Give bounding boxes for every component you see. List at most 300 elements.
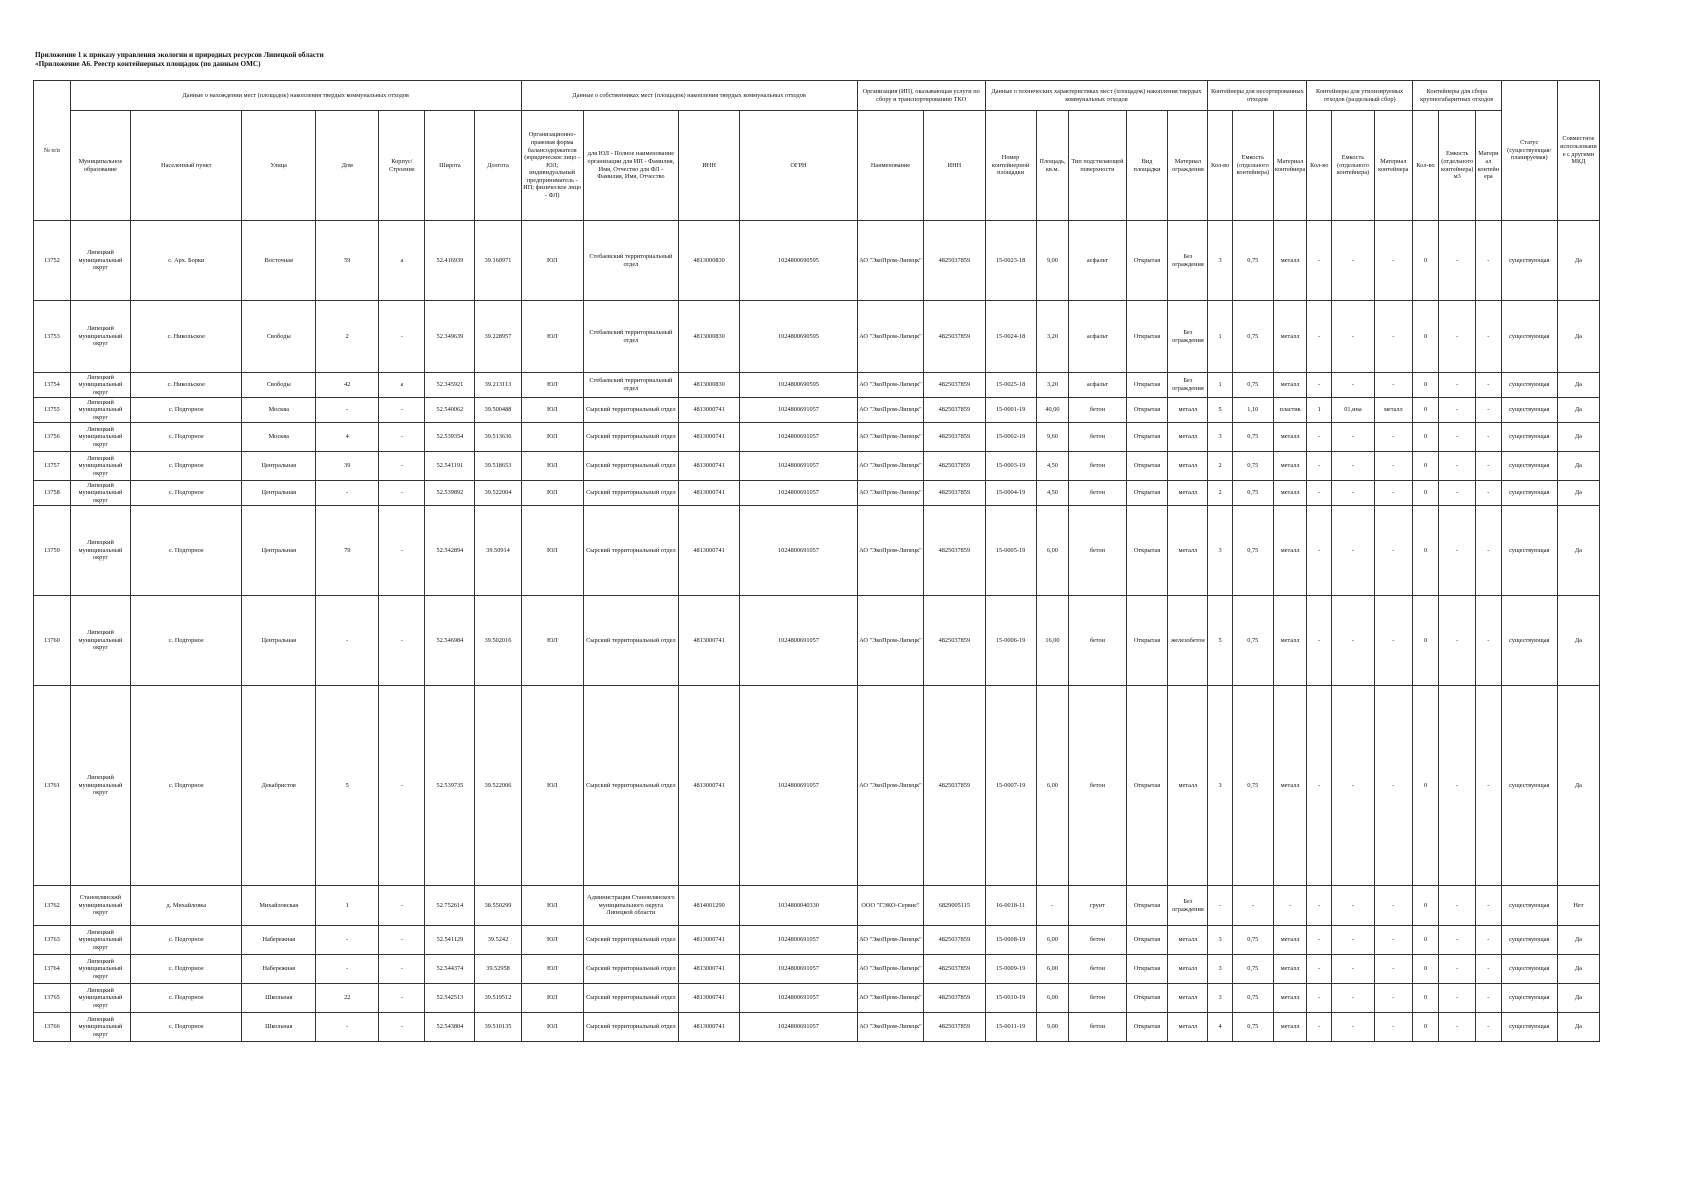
cell-fence-material: металл (1168, 926, 1208, 955)
cell-unsorted-count: 2 (1208, 452, 1233, 481)
registry-body (34, 221, 1600, 1042)
cell-unsorted-capacity: 0,75 (1232, 301, 1273, 373)
cell-municipality: Липецкий муниципальный округ (70, 221, 130, 301)
column-header: Вид площадки (1126, 111, 1168, 221)
cell-carrier-inn: 4825037859 (924, 423, 985, 452)
column-header: Кол-во (1307, 111, 1332, 221)
cell-shared-use: Да (1557, 398, 1599, 423)
cell-recyclable-material: - (1374, 596, 1412, 686)
cell-bulky-count: 0 (1412, 481, 1439, 506)
cell-owner-name: Сырский территориальный отдел (583, 596, 678, 686)
cell-settlement: с. Арх. Борки (131, 221, 242, 301)
column-header: для ЮЛ - Полное наименование организации для ИП - Фамилия, Имя, Отчество для ФЛ - Фамилия, Имя, Отчество (583, 111, 678, 221)
cell-street: Восточная (242, 221, 316, 301)
table-row (34, 596, 1600, 686)
cell-longitude: 39.513636 (475, 423, 521, 452)
cell-carrier-name: АО "ЭкоПром-Липецк" (857, 423, 923, 452)
table-row (34, 452, 1600, 481)
cell-unsorted-capacity: 0,75 (1232, 686, 1273, 886)
cell-recyclable-count: - (1307, 596, 1332, 686)
cell-owner-name: Стебаевский территориальный отдел (583, 301, 678, 373)
cell-surface-type: бетон (1069, 926, 1126, 955)
cell-carrier-inn: 4825037859 (924, 984, 985, 1013)
cell-recyclable-count: - (1307, 984, 1332, 1013)
cell-row-number: 13762 (34, 886, 71, 926)
column-header: Кол-во (1412, 111, 1439, 221)
cell-building: - (379, 423, 425, 452)
cell-house: 42 (316, 373, 379, 398)
cell-status: существующая (1501, 373, 1557, 398)
cell-longitude: 39.52958 (475, 955, 521, 984)
cell-settlement: с. Подгорное (131, 1013, 242, 1042)
cell-area: - (1036, 886, 1069, 926)
cell-bulky-count: 0 (1412, 373, 1439, 398)
cell-row-number: 13758 (34, 481, 71, 506)
cell-recyclable-material: - (1374, 221, 1412, 301)
cell-owner-name: Сырский территориальный отдел (583, 926, 678, 955)
cell-row-number: 13752 (34, 221, 71, 301)
cell-status: существующая (1501, 886, 1557, 926)
cell-row-number: 13763 (34, 926, 71, 955)
cell-owner-legal-form: ЮЛ (521, 373, 583, 398)
cell-bulky-material: - (1476, 1013, 1502, 1042)
cell-owner-inn: 4813000741 (678, 596, 739, 686)
cell-unsorted-count: 1 (1208, 301, 1233, 373)
cell-latitude: 52.539892 (425, 481, 475, 506)
cell-shared-use: Да (1557, 221, 1599, 301)
cell-owner-ogrn: 1024800691057 (740, 955, 858, 984)
cell-site-type: Открытая (1126, 301, 1168, 373)
table-row (34, 1013, 1600, 1042)
cell-carrier-name: АО "ЭкоПром-Липецк" (857, 373, 923, 398)
cell-fence-material: металл (1168, 452, 1208, 481)
cell-longitude: 39.519512 (475, 984, 521, 1013)
cell-shared-use: Да (1557, 686, 1599, 886)
cell-unsorted-material: металл (1273, 506, 1307, 596)
column-header: Муниципальное образование (70, 111, 130, 221)
cell-latitude: 52.416939 (425, 221, 475, 301)
cell-unsorted-material: пластик (1273, 398, 1307, 423)
cell-owner-name: Сырский территориальный отдел (583, 955, 678, 984)
cell-carrier-inn: 4825037859 (924, 221, 985, 301)
cell-recyclable-capacity: - (1331, 1013, 1374, 1042)
cell-shared-use: Да (1557, 596, 1599, 686)
cell-unsorted-capacity: 0,75 (1232, 955, 1273, 984)
cell-shared-use: Да (1557, 984, 1599, 1013)
cell-carrier-inn: 4825037859 (924, 1013, 985, 1042)
cell-surface-type: асфальт (1069, 221, 1126, 301)
cell-recyclable-material: - (1374, 686, 1412, 886)
cell-owner-name: Стебаевский территориальный отдел (583, 373, 678, 398)
cell-bulky-count: 0 (1412, 926, 1439, 955)
cell-street: Декабристов (242, 686, 316, 886)
cell-house: 39 (316, 452, 379, 481)
cell-status: существующая (1501, 926, 1557, 955)
cell-surface-type: бетон (1069, 452, 1126, 481)
cell-row-number: 13760 (34, 596, 71, 686)
document-title (35, 51, 324, 69)
cell-area: 16,00 (1036, 596, 1069, 686)
column-header: Кол-во (1208, 111, 1233, 221)
cell-site-number: 15-0025-18 (985, 373, 1036, 398)
header-group-unsorted-containers: Контейнеры для несортированных отходов (1208, 81, 1307, 111)
cell-owner-legal-form: ЮЛ (521, 984, 583, 1013)
cell-site-number: 15-0004-19 (985, 481, 1036, 506)
cell-recyclable-capacity: - (1331, 506, 1374, 596)
cell-building: - (379, 452, 425, 481)
cell-recyclable-count: - (1307, 686, 1332, 886)
cell-street: Центральная (242, 596, 316, 686)
cell-owner-ogrn: 1024800691057 (740, 481, 858, 506)
cell-bulky-capacity: - (1439, 452, 1476, 481)
column-header: Наименование (857, 111, 923, 221)
cell-status: существующая (1501, 423, 1557, 452)
cell-row-number: 13761 (34, 686, 71, 886)
header-shared-use: Совместное использование с другими МКД (1557, 81, 1599, 221)
cell-carrier-inn: 4825037859 (924, 596, 985, 686)
cell-recyclable-capacity: - (1331, 955, 1374, 984)
cell-site-number: 15-0003-19 (985, 452, 1036, 481)
cell-status: существующая (1501, 221, 1557, 301)
cell-recyclable-capacity: - (1331, 452, 1374, 481)
cell-carrier-inn: 4825037859 (924, 452, 985, 481)
cell-owner-legal-form: ЮЛ (521, 596, 583, 686)
cell-recyclable-material: - (1374, 955, 1412, 984)
cell-bulky-count: 0 (1412, 301, 1439, 373)
cell-building: - (379, 926, 425, 955)
cell-status: существующая (1501, 452, 1557, 481)
cell-owner-inn: 4813000741 (678, 423, 739, 452)
document-title-line-2: «Приложение А6. Реестр контейнерных площадок (по данным ОМС) (35, 60, 261, 68)
cell-latitude: 52.546984 (425, 596, 475, 686)
cell-street: Набережная (242, 955, 316, 984)
cell-owner-legal-form: ЮЛ (521, 481, 583, 506)
cell-status: существующая (1501, 301, 1557, 373)
cell-recyclable-capacity: - (1331, 481, 1374, 506)
cell-carrier-name: АО "ЭкоПром-Липецк" (857, 481, 923, 506)
column-header: Емкость (отдельного контейнера) м3 (1439, 111, 1476, 221)
cell-owner-legal-form: ЮЛ (521, 926, 583, 955)
header-group-carrier: Организация (ИП), оказывающая услуги по сбору и транспортированию ТКО (857, 81, 985, 111)
cell-owner-ogrn: 1024800691057 (740, 452, 858, 481)
cell-status: существующая (1501, 398, 1557, 423)
cell-street: Свободы (242, 301, 316, 373)
cell-shared-use: Да (1557, 481, 1599, 506)
cell-unsorted-material: металл (1273, 984, 1307, 1013)
table-row (34, 301, 1600, 373)
cell-status: существующая (1501, 955, 1557, 984)
cell-unsorted-count: 3 (1208, 984, 1233, 1013)
cell-recyclable-count: - (1307, 481, 1332, 506)
cell-bulky-material: - (1476, 221, 1502, 301)
cell-row-number: 13753 (34, 301, 71, 373)
cell-latitude: 52.541191 (425, 452, 475, 481)
cell-owner-ogrn: 1024800691057 (740, 926, 858, 955)
cell-unsorted-material: металл (1273, 1013, 1307, 1042)
cell-longitude: 38.550299 (475, 886, 521, 926)
cell-latitude: 52.345921 (425, 373, 475, 398)
cell-bulky-count: 0 (1412, 506, 1439, 596)
cell-fence-material: металл (1168, 423, 1208, 452)
cell-owner-ogrn: 1024800691057 (740, 686, 858, 886)
table-row (34, 926, 1600, 955)
cell-owner-name: Сырский территориальный отдел (583, 452, 678, 481)
cell-bulky-material: - (1476, 984, 1502, 1013)
cell-area: 4,50 (1036, 452, 1069, 481)
cell-recyclable-material: - (1374, 984, 1412, 1013)
cell-shared-use: Да (1557, 452, 1599, 481)
cell-owner-inn: 4813000741 (678, 955, 739, 984)
cell-house: 2 (316, 301, 379, 373)
cell-unsorted-capacity: 0,75 (1232, 452, 1273, 481)
cell-site-number: 15-0001-19 (985, 398, 1036, 423)
cell-settlement: с. Подгорное (131, 955, 242, 984)
cell-row-number: 13765 (34, 984, 71, 1013)
cell-municipality: Липецкий муниципальный округ (70, 1013, 130, 1042)
cell-bulky-capacity: - (1439, 926, 1476, 955)
table-row (34, 373, 1600, 398)
cell-municipality: Липецкий муниципальный округ (70, 481, 130, 506)
cell-recyclable-material: - (1374, 373, 1412, 398)
cell-recyclable-capacity: - (1331, 984, 1374, 1013)
cell-shared-use: Нет (1557, 886, 1599, 926)
cell-unsorted-material: металл (1273, 596, 1307, 686)
cell-longitude: 39.522004 (475, 481, 521, 506)
cell-bulky-count: 0 (1412, 984, 1439, 1013)
header-group-location: Данные о нахождении мест (площадок) накопления твердых коммунальных отходов (70, 81, 521, 111)
cell-owner-name: Сырский территориальный отдел (583, 398, 678, 423)
cell-municipality: Липецкий муниципальный округ (70, 373, 130, 398)
cell-unsorted-material: металл (1273, 686, 1307, 886)
column-header: Корпус/Строение (379, 111, 425, 221)
table-row (34, 955, 1600, 984)
cell-recyclable-count: - (1307, 452, 1332, 481)
cell-fence-material: Без ограждения (1168, 886, 1208, 926)
cell-carrier-name: АО "ЭкоПром-Липецк" (857, 301, 923, 373)
cell-bulky-capacity: - (1439, 596, 1476, 686)
cell-house: - (316, 1013, 379, 1042)
cell-unsorted-count: 3 (1208, 955, 1233, 984)
cell-bulky-material: - (1476, 686, 1502, 886)
cell-settlement: с. Подгорное (131, 398, 242, 423)
cell-owner-legal-form: ЮЛ (521, 506, 583, 596)
cell-carrier-name: АО "ЭкоПром-Липецк" (857, 926, 923, 955)
cell-bulky-capacity: - (1439, 423, 1476, 452)
cell-street: Москва (242, 423, 316, 452)
cell-owner-legal-form: ЮЛ (521, 423, 583, 452)
cell-house: - (316, 596, 379, 686)
cell-owner-ogrn: 1024800691057 (740, 984, 858, 1013)
column-header: Емкость (отдельного контейнера) (1331, 111, 1374, 221)
cell-surface-type: асфальт (1069, 373, 1126, 398)
column-header: Материал ограждения (1168, 111, 1208, 221)
cell-bulky-material: - (1476, 452, 1502, 481)
cell-carrier-inn: 4825037859 (924, 301, 985, 373)
cell-recyclable-count: - (1307, 301, 1332, 373)
cell-building: - (379, 481, 425, 506)
cell-unsorted-capacity: 0,75 (1232, 506, 1273, 596)
cell-unsorted-count: 3 (1208, 686, 1233, 886)
cell-carrier-name: АО "ЭкоПром-Липецк" (857, 686, 923, 886)
cell-municipality: Становлянский муниципальный округ (70, 886, 130, 926)
cell-bulky-count: 0 (1412, 686, 1439, 886)
cell-bulky-count: 0 (1412, 221, 1439, 301)
table-row (34, 481, 1600, 506)
cell-bulky-material: - (1476, 506, 1502, 596)
cell-recyclable-count: - (1307, 886, 1332, 926)
cell-status: существующая (1501, 596, 1557, 686)
cell-bulky-count: 0 (1412, 886, 1439, 926)
cell-settlement: с. Подгорное (131, 596, 242, 686)
cell-fence-material: Без ограждения (1168, 373, 1208, 398)
header-group-bulky-containers: Контейнеры для сбора крупногабаритных отходов (1412, 81, 1501, 111)
cell-area: 4,50 (1036, 481, 1069, 506)
cell-municipality: Липецкий муниципальный округ (70, 686, 130, 886)
cell-area: 6,00 (1036, 686, 1069, 886)
column-header: Широта (425, 111, 475, 221)
cell-site-number: 15-0005-19 (985, 506, 1036, 596)
cell-longitude: 39.518653 (475, 452, 521, 481)
cell-area: 3,20 (1036, 301, 1069, 373)
cell-surface-type: бетон (1069, 1013, 1126, 1042)
cell-building: - (379, 596, 425, 686)
cell-house: 1 (316, 886, 379, 926)
cell-site-type: Открытая (1126, 221, 1168, 301)
cell-owner-inn: 4813000830 (678, 373, 739, 398)
cell-street: Михайловская (242, 886, 316, 926)
cell-carrier-inn: 4825037859 (924, 506, 985, 596)
cell-street: Москва (242, 398, 316, 423)
cell-unsorted-material: металл (1273, 221, 1307, 301)
cell-longitude: 39.50914 (475, 506, 521, 596)
cell-settlement: с. Подгорное (131, 423, 242, 452)
cell-unsorted-material: металл (1273, 373, 1307, 398)
cell-area: 6,00 (1036, 984, 1069, 1013)
cell-status: существующая (1501, 686, 1557, 886)
column-header: Населенный пункт (131, 111, 242, 221)
cell-unsorted-material: металл (1273, 926, 1307, 955)
cell-owner-ogrn: 1024800691057 (740, 506, 858, 596)
cell-bulky-count: 0 (1412, 596, 1439, 686)
cell-unsorted-count: 1 (1208, 373, 1233, 398)
cell-status: существующая (1501, 984, 1557, 1013)
cell-site-type: Открытая (1126, 984, 1168, 1013)
cell-recyclable-material: - (1374, 452, 1412, 481)
cell-street: Набережная (242, 926, 316, 955)
cell-bulky-count: 0 (1412, 398, 1439, 423)
column-header: Долгота (475, 111, 521, 221)
cell-street: Свободы (242, 373, 316, 398)
cell-carrier-name: АО "ЭкоПром-Липецк" (857, 398, 923, 423)
cell-bulky-capacity: - (1439, 1013, 1476, 1042)
cell-longitude: 39.522006 (475, 686, 521, 886)
cell-site-type: Открытая (1126, 1013, 1168, 1042)
cell-row-number: 13757 (34, 452, 71, 481)
cell-row-number: 13764 (34, 955, 71, 984)
cell-owner-name: Сырский территориальный отдел (583, 506, 678, 596)
cell-owner-inn: 4813000741 (678, 686, 739, 886)
cell-site-type: Открытая (1126, 506, 1168, 596)
cell-building: - (379, 886, 425, 926)
cell-fence-material: металл (1168, 686, 1208, 886)
cell-carrier-name: АО "ЭкоПром-Липецк" (857, 596, 923, 686)
cell-surface-type: бетон (1069, 423, 1126, 452)
cell-house: 5 (316, 686, 379, 886)
cell-site-number: 15-0011-19 (985, 1013, 1036, 1042)
cell-unsorted-count: - (1208, 886, 1233, 926)
cell-unsorted-capacity: 0,75 (1232, 596, 1273, 686)
cell-bulky-material: - (1476, 301, 1502, 373)
header-group-row (34, 81, 1600, 111)
column-header: ОГРН (740, 111, 858, 221)
cell-recyclable-count: - (1307, 926, 1332, 955)
cell-site-type: Открытая (1126, 423, 1168, 452)
cell-carrier-name: АО "ЭкоПром-Липецк" (857, 452, 923, 481)
cell-bulky-count: 0 (1412, 955, 1439, 984)
cell-latitude: 52.540062 (425, 398, 475, 423)
cell-settlement: с. Подгорное (131, 506, 242, 596)
cell-unsorted-capacity: 0,75 (1232, 481, 1273, 506)
cell-surface-type: грунт (1069, 886, 1126, 926)
cell-latitude: 52.542894 (425, 506, 475, 596)
cell-recyclable-material: металл (1374, 398, 1412, 423)
cell-shared-use: Да (1557, 506, 1599, 596)
cell-latitude: 52.541129 (425, 926, 475, 955)
cell-unsorted-material: металл (1273, 423, 1307, 452)
cell-carrier-inn: 4825037859 (924, 686, 985, 886)
cell-municipality: Липецкий муниципальный округ (70, 926, 130, 955)
cell-surface-type: бетон (1069, 596, 1126, 686)
cell-latitude: 52.539735 (425, 686, 475, 886)
cell-latitude: 52.539354 (425, 423, 475, 452)
cell-latitude: 52.544374 (425, 955, 475, 984)
cell-bulky-material: - (1476, 955, 1502, 984)
cell-recyclable-capacity: - (1331, 686, 1374, 886)
cell-unsorted-capacity: 0,75 (1232, 373, 1273, 398)
cell-owner-ogrn: 1034800040330 (740, 886, 858, 926)
cell-row-number: 13755 (34, 398, 71, 423)
cell-building: а (379, 221, 425, 301)
cell-surface-type: бетон (1069, 398, 1126, 423)
cell-unsorted-material: металл (1273, 301, 1307, 373)
cell-recyclable-capacity: - (1331, 423, 1374, 452)
table-row (34, 984, 1600, 1013)
cell-owner-legal-form: ЮЛ (521, 955, 583, 984)
cell-recyclable-material: - (1374, 926, 1412, 955)
cell-owner-ogrn: 1024800690595 (740, 373, 858, 398)
cell-unsorted-count: 5 (1208, 398, 1233, 423)
cell-area: 6,00 (1036, 506, 1069, 596)
cell-recyclable-capacity: - (1331, 886, 1374, 926)
cell-owner-name: Сырский территориальный отдел (583, 984, 678, 1013)
cell-owner-name: Сырский территориальный отдел (583, 481, 678, 506)
cell-building: - (379, 686, 425, 886)
header-column-row (34, 111, 1600, 221)
cell-fence-material: металл (1168, 955, 1208, 984)
cell-site-number: 15-0008-19 (985, 926, 1036, 955)
cell-unsorted-material: металл (1273, 955, 1307, 984)
cell-bulky-count: 0 (1412, 423, 1439, 452)
header-status: Статус (существующая/ планируемая) (1501, 81, 1557, 221)
cell-site-number: 15-0024-18 (985, 301, 1036, 373)
cell-row-number: 13756 (34, 423, 71, 452)
cell-owner-inn: 4813000741 (678, 452, 739, 481)
cell-owner-ogrn: 1024800691057 (740, 596, 858, 686)
cell-recyclable-capacity: - (1331, 221, 1374, 301)
cell-street: Школьная (242, 984, 316, 1013)
cell-site-number: 15-0023-18 (985, 221, 1036, 301)
cell-unsorted-material: металл (1273, 481, 1307, 506)
